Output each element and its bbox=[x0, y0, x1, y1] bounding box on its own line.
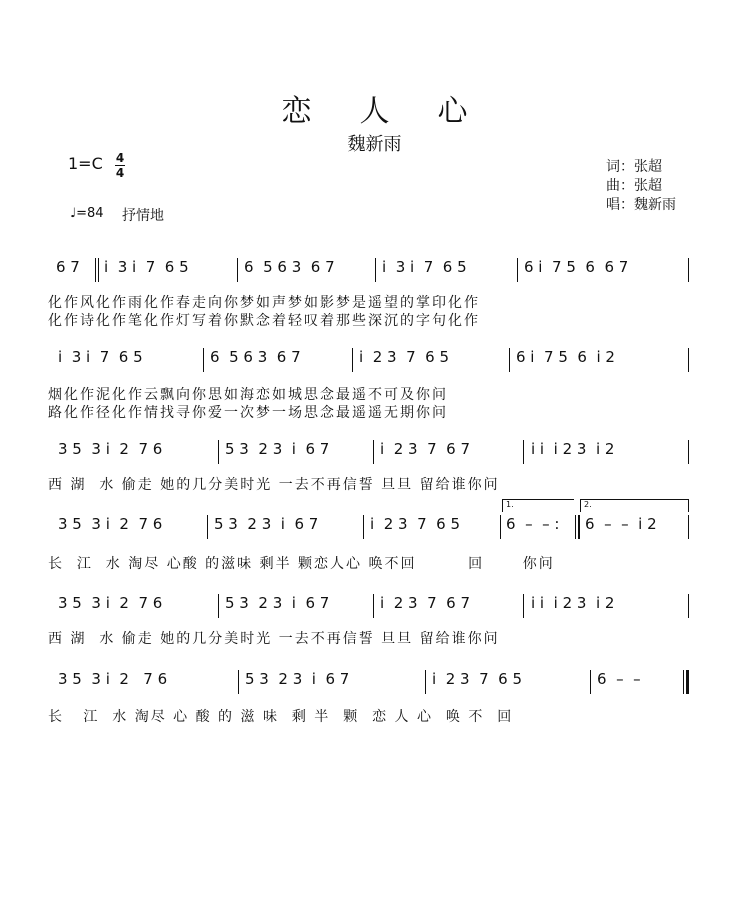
lyric-line: 长 江 水 淘尽 心酸 的滋味 剩半 颗恋人心 唤不回 回 你问 bbox=[48, 556, 555, 572]
measure: 6 7 bbox=[56, 258, 80, 276]
measure: 6 – – : bbox=[506, 515, 560, 533]
composer: 曲：张超 bbox=[606, 178, 662, 194]
expression-marking: 抒情地 bbox=[122, 208, 164, 224]
volta-1: 1. bbox=[502, 499, 574, 512]
time-signature-top: 4 bbox=[115, 151, 125, 165]
measure: 6 – – i 2 bbox=[585, 515, 657, 533]
measure: i 2 3 7 6 7 bbox=[380, 594, 471, 612]
key-signature: 1=C bbox=[68, 154, 103, 173]
measure: 3 5 3 i 2 7 6 bbox=[58, 670, 168, 688]
measure: 3 5 3 i 2 7 6 bbox=[58, 515, 163, 533]
measure: 5 3 2 3 i 6 7 bbox=[214, 515, 319, 533]
measure: 6 i 7 5 6 6 7 bbox=[524, 258, 629, 276]
notes-line bbox=[0, 348, 749, 374]
time-signature bbox=[115, 152, 125, 179]
notes-line bbox=[0, 440, 749, 466]
measure: 6 i 7 5 6 i 2 bbox=[516, 348, 615, 366]
measure: 5 3 2 3 i 6 7 bbox=[225, 440, 330, 458]
lyric-line: 长 江 水 淘尽 心 酸 的 滋 味 剩 半 颗 恋 人 心 唤 不 回 bbox=[48, 709, 514, 725]
measure: 6 5 6 3 6 7 bbox=[244, 258, 335, 276]
lyric-line: 西 湖 水 偷走 她的几分美时光 一去不再信誓 旦旦 留给谁你问 bbox=[48, 631, 500, 647]
measure: i 3 i 7 6 5 bbox=[382, 258, 467, 276]
lyric-line: 西 湖 水 偷走 她的几分美时光 一去不再信誓 旦旦 留给谁你问 bbox=[48, 477, 500, 493]
notes-line bbox=[0, 670, 749, 696]
measure: i i i 2 3 i 2 bbox=[531, 594, 615, 612]
measure: i 3 i 7 6 5 bbox=[104, 258, 189, 276]
volta-2: 2. bbox=[580, 499, 689, 512]
measure: i i i 2 3 i 2 bbox=[531, 440, 615, 458]
measure: 6 5 6 3 6 7 bbox=[210, 348, 301, 366]
song-title: 恋人心 bbox=[281, 94, 516, 129]
lyric-line: 化作诗化作笔化作灯写着你默念着轻叹着那些深沉的字句化作 bbox=[48, 313, 480, 329]
measure: i 3 i 7 6 5 bbox=[58, 348, 143, 366]
measure: i 2 3 7 6 7 bbox=[380, 440, 471, 458]
notes-line bbox=[0, 594, 749, 620]
notes-line bbox=[0, 258, 749, 284]
vocalist: 唱：魏新雨 bbox=[606, 197, 676, 213]
measure: i 2 3 7 6 5 bbox=[370, 515, 461, 533]
credits bbox=[606, 158, 676, 215]
lyric-line: 化作风化作雨化作春走向你梦如声梦如影梦是遥望的掌印化作 bbox=[48, 295, 480, 311]
tempo-marking: ♩=84 bbox=[70, 206, 104, 221]
singer-name: 魏新雨 bbox=[347, 134, 402, 155]
notes-line bbox=[0, 515, 749, 541]
lyric-line: 路化作径化作情找寻你爱一次梦一场思念最遥遥无期你问 bbox=[48, 405, 448, 421]
time-signature-bottom: 4 bbox=[115, 166, 125, 180]
measure: 3 5 3 i 2 7 6 bbox=[58, 594, 163, 612]
measure: 5 3 2 3 i 6 7 bbox=[245, 670, 350, 688]
measure: i 2 3 7 6 5 bbox=[432, 670, 523, 688]
lyricist: 词：张超 bbox=[606, 159, 662, 175]
measure: 3 5 3 i 2 7 6 bbox=[58, 440, 163, 458]
measure: 5 3 2 3 i 6 7 bbox=[225, 594, 330, 612]
measure: i 2 3 7 6 5 bbox=[359, 348, 450, 366]
lyric-line: 烟化作泥化作云飘向你思如海恋如城思念最遥不可及你问 bbox=[48, 387, 448, 403]
measure: 6 – – bbox=[597, 670, 641, 688]
